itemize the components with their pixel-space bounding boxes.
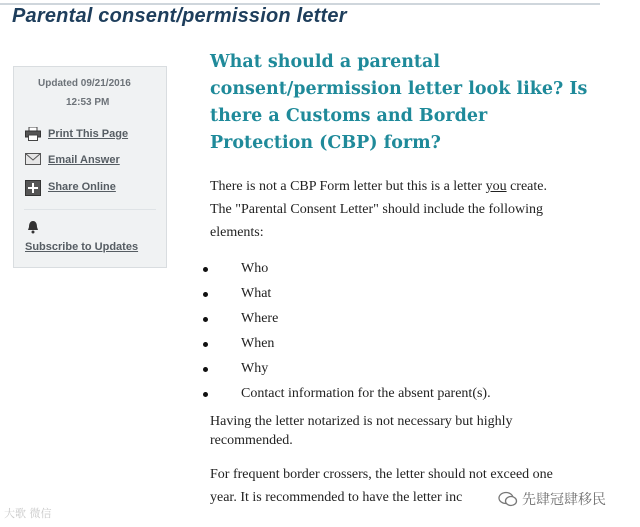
list-item: When: [200, 334, 491, 359]
list-item: Contact information for the absent parent(s).: [200, 384, 491, 409]
print-page-label: Print This Page: [48, 128, 129, 140]
subscribe-updates-link[interactable]: Subscribe to Updates: [25, 241, 139, 253]
notarize-paragraph: Having the letter notarized is not necessary but highly recommended.: [210, 414, 513, 448]
elements-list: [200, 259, 491, 409]
intro-emphasis: you: [485, 179, 507, 194]
envelope-icon: [25, 153, 41, 167]
watermark-left: 大歌 微信: [4, 507, 52, 520]
sidebar-panel: [13, 66, 167, 268]
list-item: Where: [200, 309, 491, 334]
sidebar-divider: [24, 209, 156, 210]
email-answer-link[interactable]: [25, 153, 120, 167]
email-answer-label: Email Answer: [48, 154, 120, 166]
intro-text-end: create. The "Parental Consent Letter" should include the following elements:: [210, 179, 547, 240]
frequent-crossers-paragraph: For frequent border crossers, the letter should not exceed one year. It is recommended to have the letter inc: [210, 467, 553, 505]
watermark-right-text: 先肆冠肆移民: [522, 492, 606, 508]
watermark-right: [498, 489, 606, 509]
intro-text-start: There is not a CBP Form letter but this is a letter: [210, 179, 486, 194]
intro-paragraph: [210, 175, 570, 244]
printer-icon: [25, 127, 41, 141]
print-page-link[interactable]: [25, 127, 128, 141]
plus-box-icon: [25, 180, 41, 194]
wechat-icon: [498, 491, 518, 507]
list-item: What: [200, 284, 491, 309]
share-online-label: Share Online: [48, 181, 116, 193]
bell-icon[interactable]: [26, 220, 40, 234]
list-item: Who: [200, 259, 491, 284]
question-heading: What should a parental consent/permission letter look like? Is there a Customs and Border Protection (CBP) form?: [210, 52, 588, 153]
share-online-link[interactable]: [25, 180, 116, 194]
list-item: Why: [200, 359, 491, 384]
updated-time: 12:53 PM: [66, 97, 110, 108]
page-title: Parental consent/permission letter: [12, 5, 347, 27]
updated-date: Updated 09/21/2016: [38, 78, 131, 89]
